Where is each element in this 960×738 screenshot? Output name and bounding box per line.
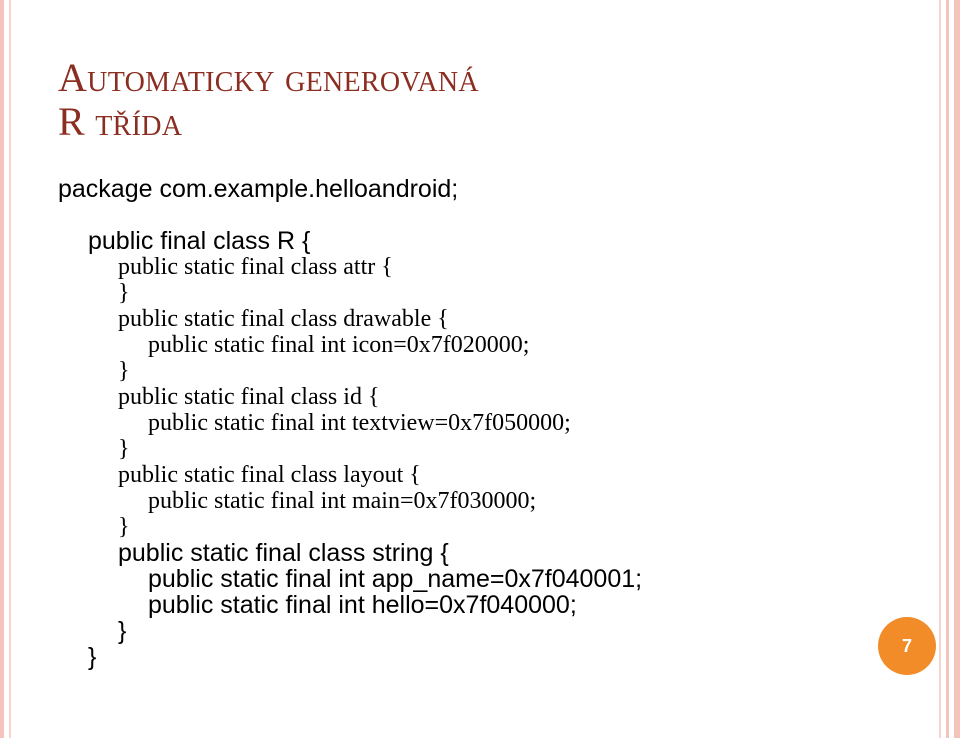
page-number-badge: 7 <box>878 617 936 675</box>
code-line-textview: public static final int textview=0x7f050000; <box>148 410 571 436</box>
code-line-close-id: } <box>118 436 130 462</box>
right-border-stripe <box>946 0 949 738</box>
code-line-drawable: public static final class drawable { <box>118 306 449 332</box>
code-line-app-name: public static final int app_name=0x7f040001; <box>148 565 643 593</box>
left-border-stripe <box>0 0 4 738</box>
right-border-edge <box>954 0 960 738</box>
code-line-close-layout: } <box>118 514 130 540</box>
slide-title-line-1: Automaticky generovaná <box>58 55 479 100</box>
code-line-close-drawable: } <box>118 358 130 384</box>
code-line-attr: public static final class attr { <box>118 254 393 280</box>
slide-title <box>58 56 479 144</box>
code-line-layout: public static final class layout { <box>118 462 421 488</box>
package-declaration: package com.example.helloandroid; <box>58 175 459 203</box>
code-line-string: public static final class string { <box>118 539 449 567</box>
left-border-line <box>9 0 11 738</box>
code-line-close-attr: } <box>118 280 130 306</box>
slide-title-line-2: R třída <box>58 99 183 144</box>
code-line-close-string: } <box>118 617 127 645</box>
code-line-main: public static final int main=0x7f030000; <box>148 488 537 514</box>
code-line-class-r: public final class R { <box>88 227 311 255</box>
code-line-hello: public static final int hello=0x7f040000; <box>148 591 577 619</box>
code-line-icon: public static final int icon=0x7f020000; <box>148 332 530 358</box>
code-line-id: public static final class id { <box>118 384 380 410</box>
right-border-line <box>939 0 941 738</box>
code-line-close-class-r: } <box>88 643 97 671</box>
